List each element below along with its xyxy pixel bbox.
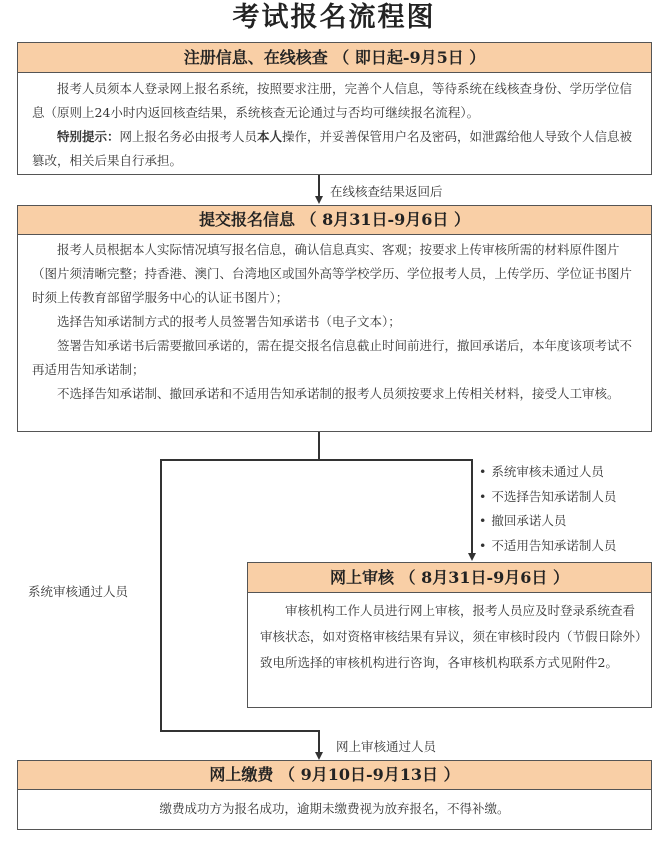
right-branch-item: • 撤回承诺人员: [479, 509, 616, 534]
tip-text-pre: 网上报名务必由报考人员: [119, 129, 258, 144]
step-payment-header: 网上缴费 （ 9月10日-9月13日 ）: [18, 761, 651, 790]
right-branch-arrow-head: [468, 553, 476, 561]
step-submit-header: 提交报名信息 （ 8月31日-9月6日 ）: [18, 206, 651, 235]
step-submit-text-3: 签署告知承诺书后需要撤回承诺的，需在提交报名信息截止时间前进行，撤回承诺后，本年度该项考试不再适用告知承诺制；: [32, 338, 633, 377]
step-submit-box: [17, 205, 652, 432]
step-submit-text-2: 选择告知承诺制方式的报考人员签署告知承诺书（电子文本）；: [57, 314, 401, 329]
step-submit-body: [18, 235, 651, 406]
step-review-body: [248, 593, 651, 676]
tip-text-post: 操作，并妥善保管用户名及密码，如泄露给他人导致个人信息被篡改，相关后果自行承担。: [32, 129, 633, 168]
arrow-3-head: [315, 752, 323, 760]
right-branch-list: [479, 460, 616, 558]
step-review-header: 网上审核 （ 8月31日-9月6日 ）: [248, 563, 651, 593]
step-register-tip: [32, 125, 639, 173]
step-review-box: [247, 562, 652, 708]
arrow-1-head: [315, 196, 323, 204]
step-register-body: [18, 73, 651, 173]
step-submit-text-1: 报考人员根据本人实际情况填写报名信息，确认信息真实、客观；按要求上传审核所需的材料原件图片（图片须清晰完整；持香港、澳门、台湾地区或国外高等学校学历、学位报考人员，上传学历、学位证书图片时须上传教育部留学服务中心的认证书图片）；: [32, 242, 633, 305]
right-branch-line: [471, 459, 473, 554]
left-branch-line: [160, 459, 162, 731]
step-review-text: 审核机构工作人员进行网上审核，报考人员应及时登录系统查看审核状态，如对资格审核结果有异议，须在审核时段内（节假日除外）致电所选择的审核机构进行咨询，各审核机构联系方式见附件2。: [260, 603, 642, 670]
left-branch-label: 系统审核通过人员: [28, 584, 129, 599]
step-payment-body: [18, 790, 651, 828]
step-register-text: 报考人员须本人登录网上报名系统，按照要求注册，完善个人信息，等待系统在线核查身份、学历学位信息（原则上24小时内返回核查结果，系统核查无论通过与否均可继续报名流程）。: [32, 81, 633, 120]
step-payment-box: [17, 760, 652, 830]
step-register-header: 注册信息、在线核查 （ 即日起-9月5日 ）: [18, 43, 651, 73]
branch-stem-line: [318, 432, 320, 459]
step-payment-text: 缴费成功方为报名成功，逾期未缴费视为放弃报名，不得补缴。: [159, 801, 510, 816]
tip-label: 特别提示：: [57, 129, 120, 144]
left-branch-bottom-line: [160, 730, 320, 732]
right-branch-item: • 不选择告知承诺制人员: [479, 485, 616, 510]
right-branch-item: • 系统审核未通过人员: [479, 460, 616, 485]
right-branch-item: • 不适用告知承诺制人员: [479, 534, 616, 559]
tip-text-bold: 本人: [257, 129, 283, 144]
step-register-box: [17, 42, 652, 175]
step-submit-text-4: 不选择告知承诺制、撤回承诺和不适用告知承诺制的报考人员须按要求上传相关材料，接受人工审核。: [57, 386, 620, 401]
arrow-1-label: 在线核查结果返回后: [330, 184, 443, 199]
branch-horizontal-line: [160, 459, 472, 461]
arrow-3-line: [318, 731, 320, 753]
arrow-1-line: [318, 175, 320, 197]
arrow-3-label: 网上审核通过人员: [336, 739, 437, 754]
page-title: 考试报名流程图: [232, 2, 436, 33]
